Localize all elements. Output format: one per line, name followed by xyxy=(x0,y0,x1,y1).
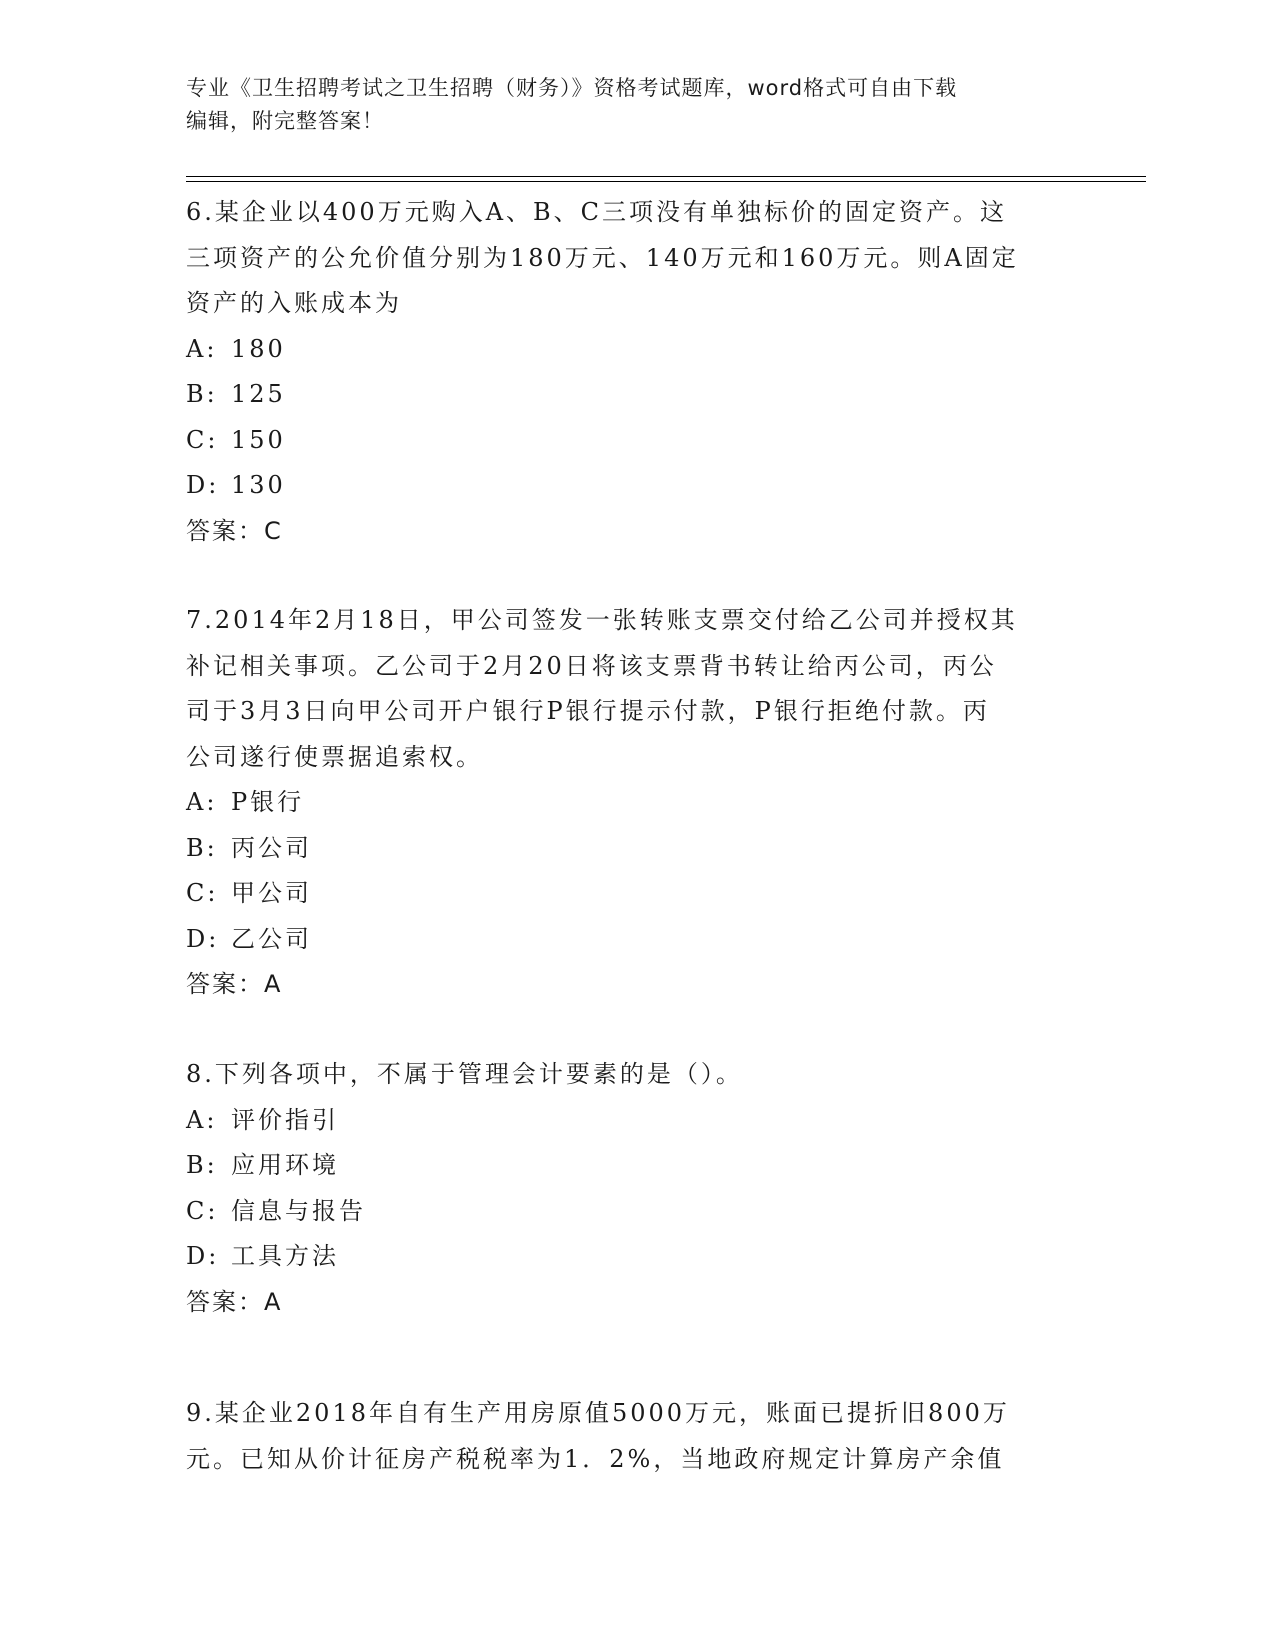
option-text: 丙公司 xyxy=(231,833,312,862)
answer: 答案：A xyxy=(186,1287,283,1316)
option-a: A: 评价指引 xyxy=(186,1105,339,1134)
question-line: 8.下列各项中，不属于管理会计要素的是（）。 xyxy=(186,1060,743,1088)
answer: 答案：C xyxy=(186,516,283,545)
option-b: B: 应用环境 xyxy=(186,1151,339,1179)
question-line: 7.2014年2月18日，甲公司签发一张转账支票交付给乙公司并授权其 xyxy=(186,606,1018,634)
header-divider-bottom xyxy=(186,181,1146,182)
question-text xyxy=(186,190,1086,327)
option-text: 乙公司 xyxy=(231,924,312,953)
question-line: 9.某企业2018年自有生产用房原值5000万元，账面已提折旧800万 xyxy=(186,1399,1010,1427)
option-a: A: 180 xyxy=(186,334,286,363)
question-line: 元。已知从价计征房产税税率为1．2%，当地政府规定计算房产余值 xyxy=(186,1444,1005,1473)
answer: 答案：A xyxy=(186,970,283,998)
option-text: P银行 xyxy=(231,788,305,816)
option-b: B: 丙公司 xyxy=(186,833,312,862)
option-b: B: 125 xyxy=(186,380,286,408)
question-text xyxy=(186,1052,1086,1098)
option-text: 150 xyxy=(231,425,286,454)
question-text xyxy=(186,598,1086,780)
option-d: D: 乙公司 xyxy=(186,924,312,953)
question-9 xyxy=(186,1391,1086,1482)
question-line: 司于3月3日向甲公司开户银行P银行提示付款，P银行拒绝付款。丙 xyxy=(186,697,990,725)
question-6 xyxy=(186,190,1086,554)
option-c: C: 信息与报告 xyxy=(186,1196,366,1225)
option-text: 应用环境 xyxy=(231,1151,339,1179)
header-divider-top xyxy=(186,176,1146,177)
option-text: 180 xyxy=(231,334,286,363)
document-header xyxy=(186,72,1086,138)
question-line: 补记相关事项。乙公司于2月20日将该支票背书转让给丙公司，丙公 xyxy=(186,651,997,680)
option-a: A: P银行 xyxy=(186,788,305,816)
option-text: 工具方法 xyxy=(231,1242,339,1270)
question-text xyxy=(186,1391,1086,1482)
header-line-1: 专业《卫生招聘考试之卫生招聘（财务）》资格考试题库，word格式可自由下载 xyxy=(186,76,958,100)
option-text: 甲公司 xyxy=(231,879,312,907)
option-text: 信息与报告 xyxy=(231,1196,366,1225)
question-8 xyxy=(186,1052,1086,1325)
option-c: C: 150 xyxy=(186,425,286,454)
option-d: D: 工具方法 xyxy=(186,1242,339,1270)
option-text: 评价指引 xyxy=(231,1105,339,1134)
option-d: D: 130 xyxy=(186,471,286,499)
question-line: 公司遂行使票据追索权。 xyxy=(186,742,483,771)
question-line: 资产的入账成本为 xyxy=(186,289,402,317)
option-c: C: 甲公司 xyxy=(186,879,312,907)
question-line: 6.某企业以400万元购入A、B、C三项没有单独标价的固定资产。这 xyxy=(186,198,1008,226)
header-line-2: 编辑，附完整答案！ xyxy=(186,109,384,133)
question-7 xyxy=(186,598,1086,1008)
option-text: 125 xyxy=(231,380,286,408)
question-line: 三项资产的公允价值分别为180万元、140万元和160万元。则A固定 xyxy=(186,243,1019,272)
option-text: 130 xyxy=(231,471,286,499)
